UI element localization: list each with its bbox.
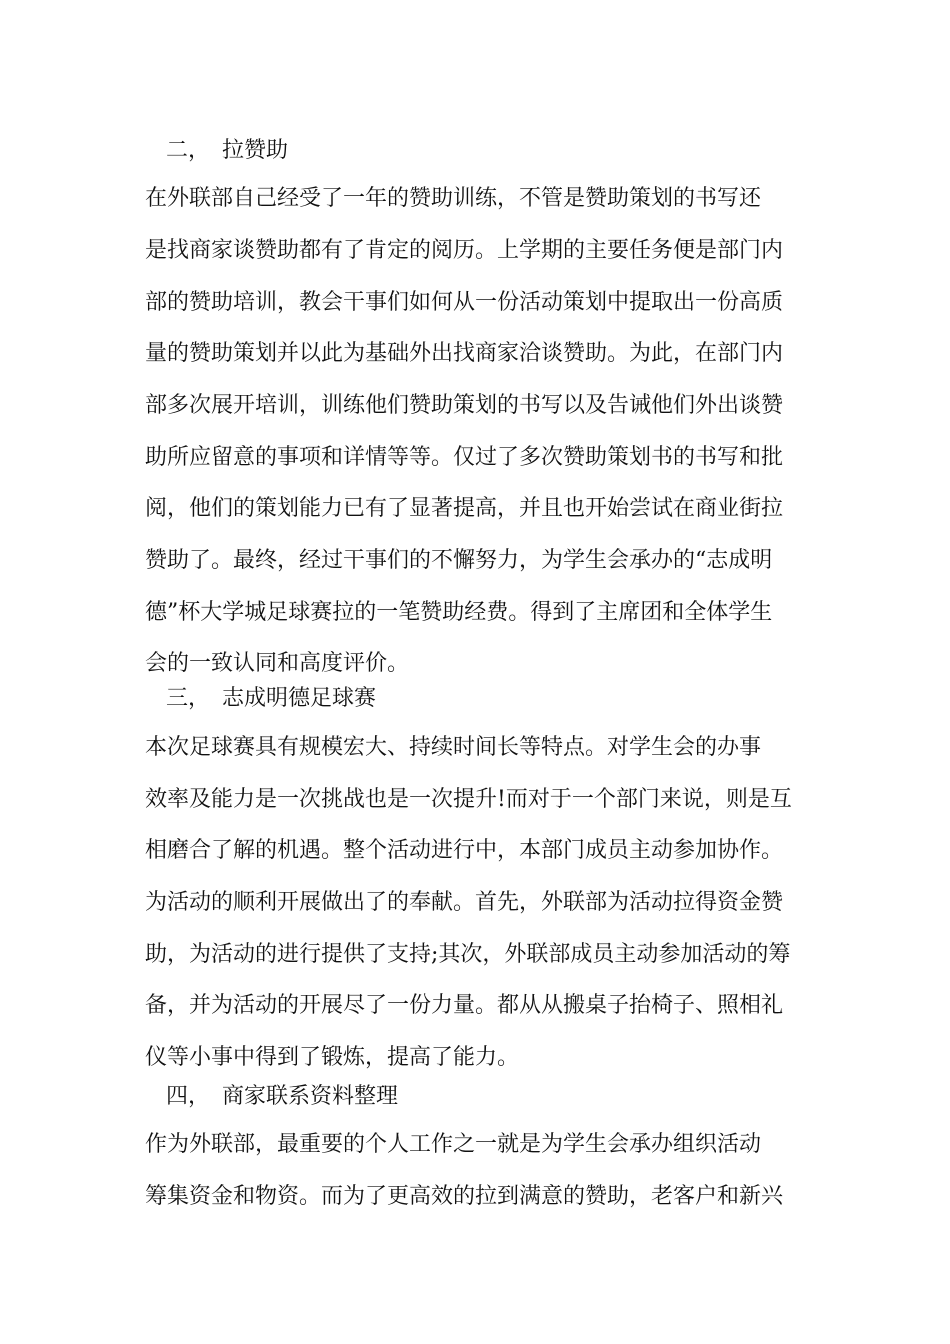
paragraph-line: 部的赞助培训，教会干事们如何从一份活动策划中提取出一份高质 bbox=[145, 290, 784, 315]
paragraph-line: 赞助了。最终，经过干事们的不懈努力，为学生会承办的“志成明 bbox=[145, 548, 773, 573]
paragraph-line: 助，为活动的进行提供了支持;其次，外联部成员主动参加活动的筹 bbox=[145, 942, 791, 967]
paragraph-line: 备，并为活动的开展尽了一份力量。都从从搬桌子抬椅子、照相礼 bbox=[145, 993, 784, 1018]
section-title: 拉赞助 bbox=[222, 138, 289, 163]
paragraph-line: 会的一致认同和高度评价。 bbox=[145, 651, 410, 676]
section-title: 商家联系资料整理 bbox=[222, 1084, 399, 1109]
paragraph-line: 助所应留意的事项和详情等等。仅过了多次赞助策划书的书写和批 bbox=[145, 445, 784, 470]
paragraph-line: 是找商家谈赞助都有了肯定的阅历。上学期的主要任务便是部门内 bbox=[145, 238, 784, 263]
section-number: 三， bbox=[166, 686, 211, 711]
paragraph-line: 筹集资金和物资。而为了更高效的拉到满意的赞助，老客户和新兴 bbox=[145, 1184, 784, 1209]
section-title: 志成明德足球赛 bbox=[222, 686, 377, 711]
section-heading bbox=[166, 684, 376, 714]
paragraph-line: 效率及能力是一次挑战也是一次提升!而对于一个部门来说，则是互 bbox=[145, 787, 792, 812]
section-heading bbox=[166, 1082, 398, 1112]
paragraph-line: 作为外联部，最重要的个人工作之一就是为学生会承办组织活动 bbox=[145, 1132, 762, 1157]
paragraph-line: 本次足球赛具有规模宏大、持续时间长等特点。对学生会的办事 bbox=[145, 735, 762, 760]
paragraph-line: 量的赞助策划并以此为基础外出找商家洽谈赞助。为此，在部门内 bbox=[145, 341, 784, 366]
paragraph-line: 相磨合了解的机遇。整个活动进行中，本部门成员主动参加协作。 bbox=[145, 838, 784, 863]
section-heading bbox=[166, 136, 288, 166]
paragraph-line: 为活动的顺利开展做出了的奉献。首先，外联部为活动拉得资金赞 bbox=[145, 890, 784, 915]
section-number: 二， bbox=[166, 138, 211, 163]
paragraph-line: 德”杯大学城足球赛拉的一笔赞助经费。得到了主席团和全体学生 bbox=[145, 600, 773, 625]
paragraph-line: 部多次展开培训，训练他们赞助策划的书写以及告诫他们外出谈赞 bbox=[145, 393, 784, 418]
paragraph-line: 仪等小事中得到了锻炼，提高了能力。 bbox=[145, 1045, 520, 1070]
paragraph-line: 阅，他们的策划能力已有了显著提高，并且也开始尝试在商业街拉 bbox=[145, 496, 784, 521]
section-number: 四， bbox=[166, 1084, 211, 1109]
paragraph-line: 在外联部自己经受了一年的赞助训练，不管是赞助策划的书写还 bbox=[145, 186, 762, 211]
